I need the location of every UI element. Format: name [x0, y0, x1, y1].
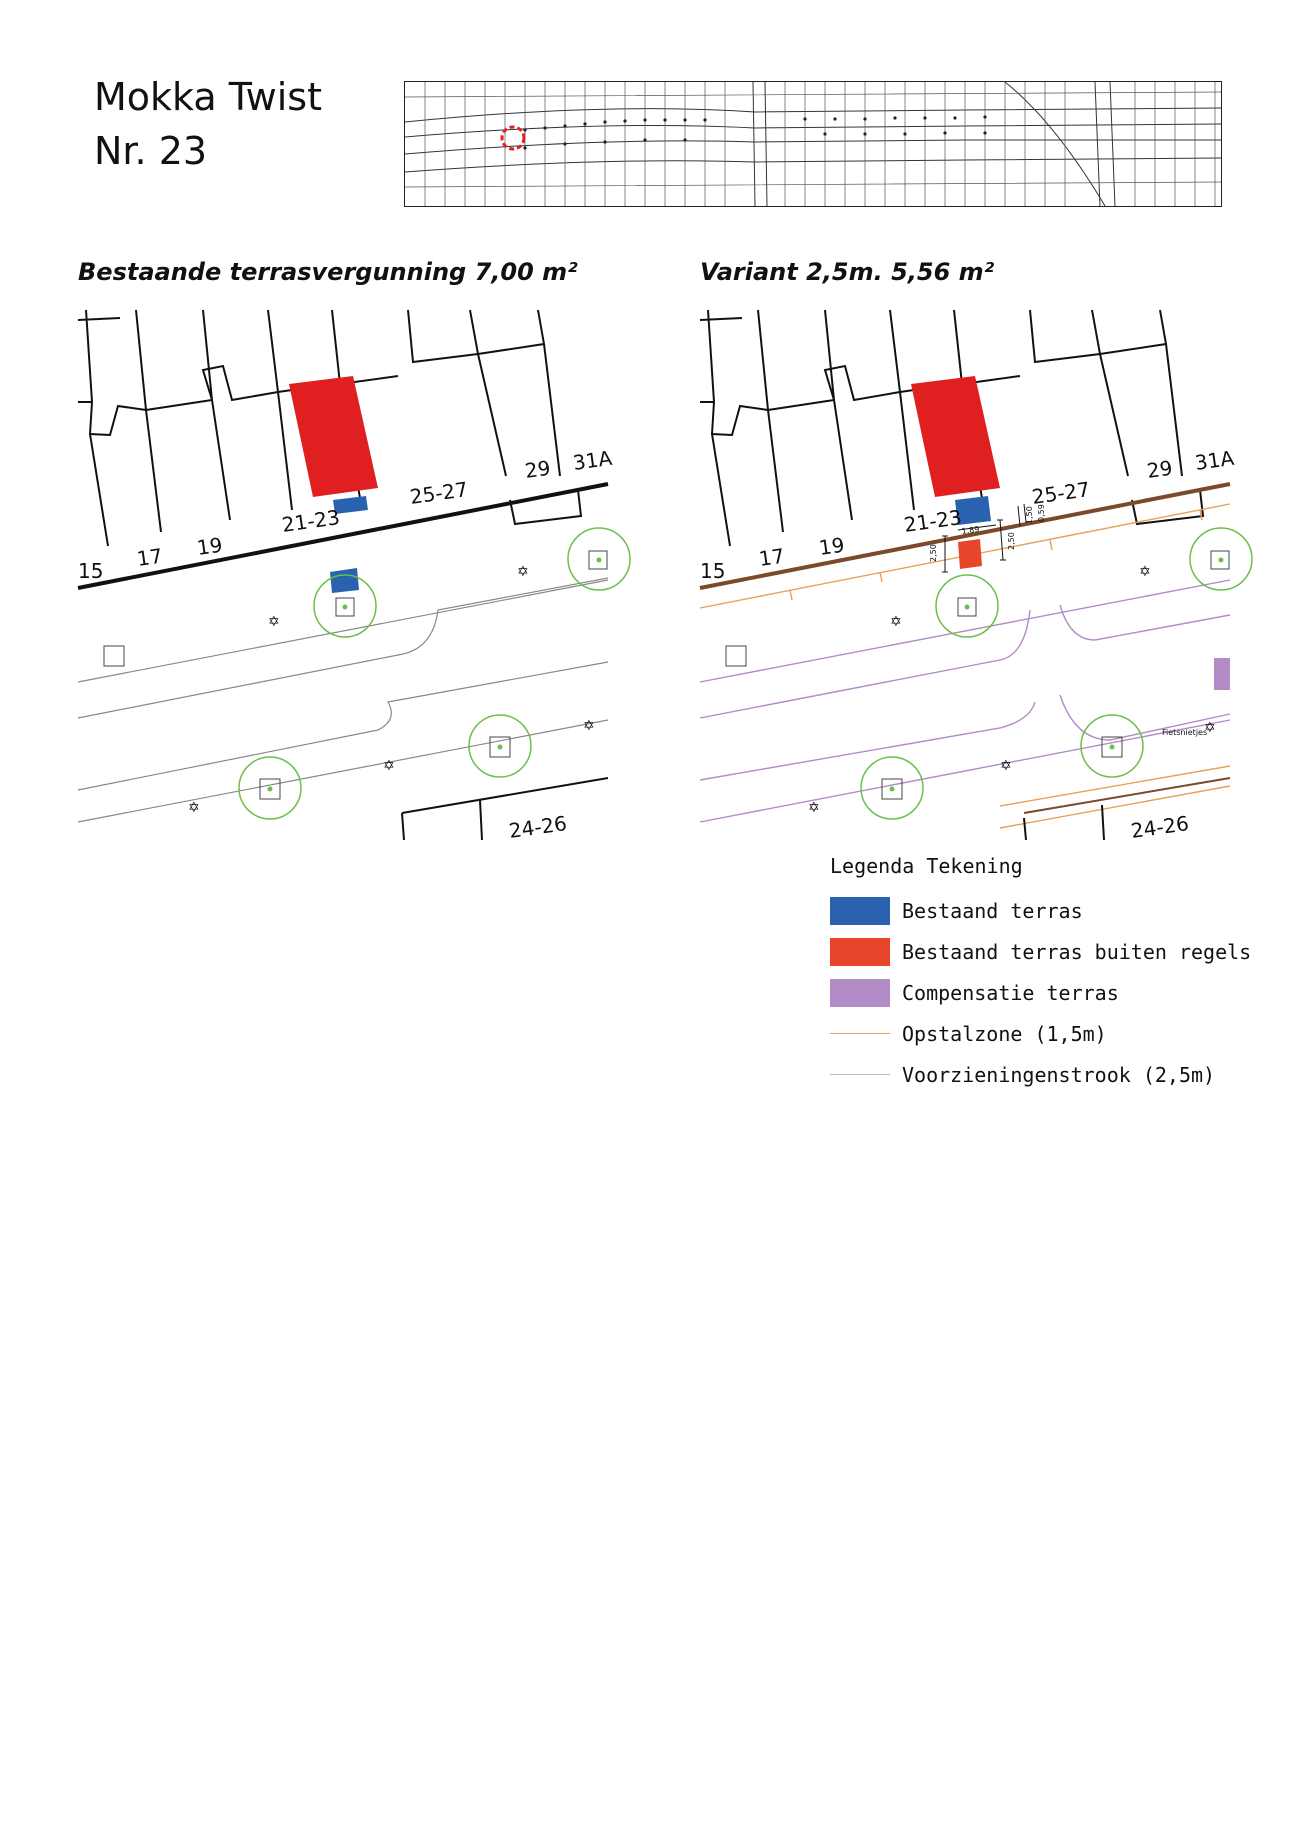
- legend-item-opstalzone: [830, 1013, 1251, 1054]
- label-21-23: 21-23: [280, 505, 342, 537]
- svg-text:✡: ✡: [1000, 758, 1012, 774]
- svg-text:✡: ✡: [517, 564, 529, 580]
- dim-1-89: 1,89: [961, 524, 980, 536]
- left-map: [78, 310, 614, 843]
- legend-swatch-orange-red: [830, 938, 890, 966]
- label-19: 19: [817, 532, 846, 560]
- building-21-23-highlight: [911, 376, 1000, 497]
- right-map-caption: Variant 2,5m. 5,56 m²: [700, 258, 995, 286]
- label-31a: 31A: [571, 445, 614, 475]
- compensation-terrace: [1214, 658, 1230, 690]
- label-29: 29: [523, 455, 552, 483]
- svg-text:✡: ✡: [188, 800, 200, 816]
- label-24-26: 24-26: [507, 811, 569, 843]
- right-map-drawing: [700, 310, 1236, 843]
- legend-line-orange: [830, 1033, 890, 1034]
- legend-item-buiten-regels: [830, 931, 1251, 972]
- page-title: [94, 70, 322, 178]
- legend-label: Compensatie terras: [902, 980, 1119, 1005]
- legend-item-bestaand-terras: [830, 890, 1251, 931]
- label-25-27: 25-27: [408, 477, 470, 509]
- existing-terrace-extension: [330, 568, 359, 593]
- label-19: 19: [195, 532, 224, 560]
- map-legend: [830, 854, 1251, 1095]
- label-17: 17: [135, 543, 164, 571]
- legend-line-grey: [830, 1074, 890, 1075]
- legend-label: Bestaand terras: [902, 898, 1083, 923]
- label-17: 17: [757, 543, 786, 571]
- label-21-23: 21-23: [902, 505, 964, 537]
- title-line-1: Mokka Twist: [94, 75, 322, 119]
- legend-label: Opstalzone (1,5m): [902, 1021, 1107, 1046]
- label-31a: 31A: [1193, 445, 1236, 475]
- left-map-caption: Bestaande terrasvergunning 7,00 m²: [78, 258, 578, 286]
- svg-text:✡: ✡: [383, 758, 395, 774]
- dim-1-50: 1,50: [1025, 506, 1034, 524]
- label-24-26: 24-26: [1129, 811, 1191, 843]
- right-map: [700, 310, 1236, 843]
- label-29: 29: [1145, 455, 1174, 483]
- left-map-drawing: [78, 310, 614, 843]
- legend-swatch-purple: [830, 979, 890, 1007]
- svg-text:✡: ✡: [890, 614, 902, 630]
- label-25-27: 25-27: [1030, 477, 1092, 509]
- title-line-2: Nr. 23: [94, 129, 208, 173]
- label-15: 15: [700, 559, 726, 583]
- label-15: 15: [78, 559, 104, 583]
- svg-text:✡: ✡: [583, 718, 595, 734]
- svg-text:✡: ✡: [268, 614, 280, 630]
- dim-2-50-a: 2,50: [929, 544, 938, 562]
- legend-swatch-blue: [830, 897, 890, 925]
- svg-text:✡: ✡: [1139, 564, 1151, 580]
- terrace-outside-rules: [958, 539, 982, 569]
- legend-label: Bestaand terras buiten regels: [902, 939, 1252, 964]
- legend-label: Voorzieningenstrook (2,5m): [902, 1062, 1216, 1087]
- legend-item-compensatie: [830, 972, 1251, 1013]
- dim-2-50-b: 2,50: [1007, 532, 1016, 550]
- svg-text:✡: ✡: [808, 800, 820, 816]
- svg-text:✡: ✡: [1204, 720, 1216, 736]
- legend-item-voorzieningenstrook: [830, 1054, 1251, 1095]
- overview-map-drawing: [405, 82, 1221, 206]
- fietsnietjes-label: Fietsnietjes: [1162, 728, 1208, 737]
- overview-map: [404, 81, 1222, 207]
- dim-0-59: 0,59: [1037, 504, 1046, 522]
- legend-title: Legenda Tekening: [830, 854, 1023, 878]
- building-21-23-highlight: [289, 376, 378, 497]
